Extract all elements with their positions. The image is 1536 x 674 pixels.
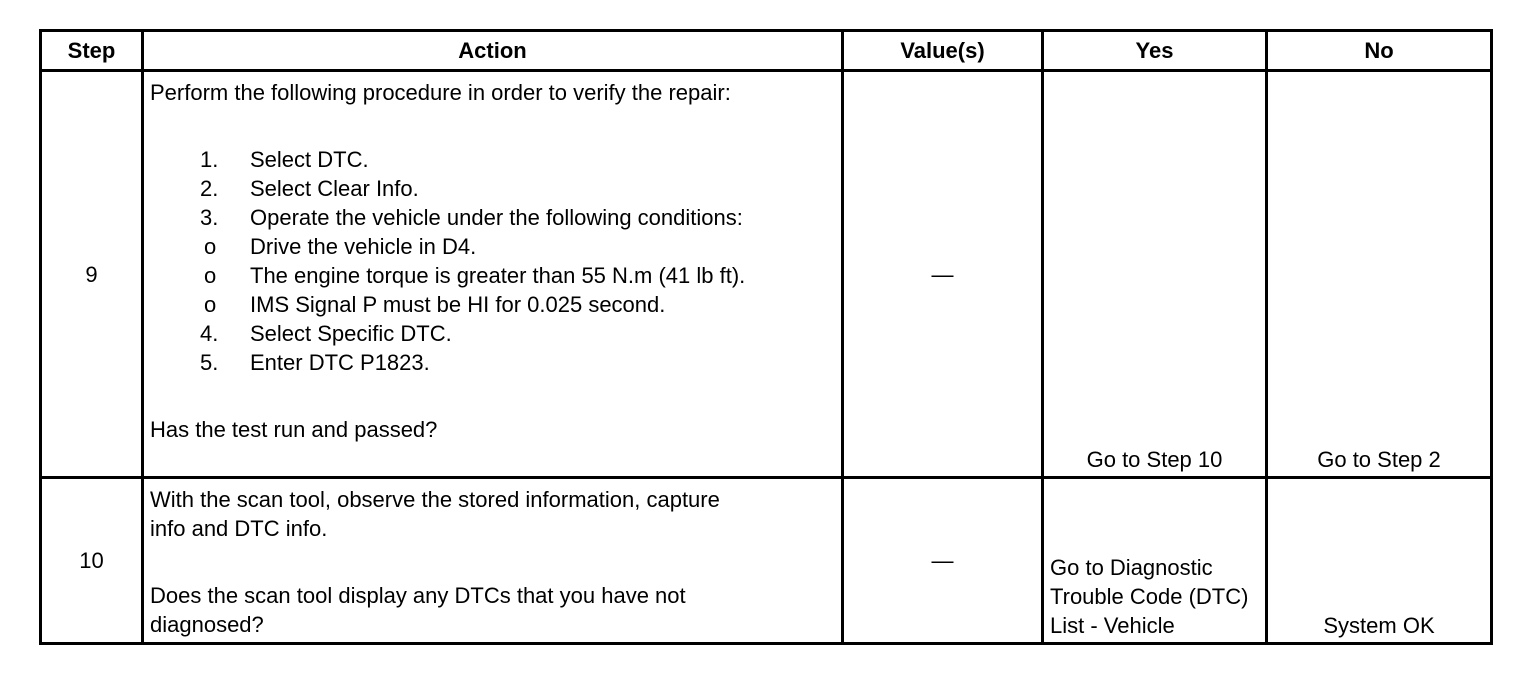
list-item: o The engine torque is greater than 55 N.m (41 lb ft). [204, 263, 746, 288]
yes-cell: Go to Step 10 [1043, 71, 1267, 478]
header-no: No [1267, 31, 1492, 71]
list-item: 3. Operate the vehicle under the following conditions: o Drive the vehicle in D4. o The engine torque is greater than 55 N.m (41 lb ft). o IMS Signal P must be HI for 0.025 second. [150, 203, 835, 319]
header-step: Step [41, 31, 143, 71]
list-item: 5. Enter DTC P1823. [200, 350, 430, 375]
action-question: Has the test run and passed? [150, 417, 438, 442]
diagnostic-table [39, 29, 1493, 645]
no-cell: System OK [1267, 478, 1492, 644]
header-action: Action [143, 31, 843, 71]
list-item: 4. Select Specific DTC. [200, 321, 452, 346]
list-item: o IMS Signal P must be HI for 0.025 second. [204, 292, 666, 317]
list-item: o Drive the vehicle in D4. [204, 234, 477, 259]
value-cell: — [843, 478, 1043, 644]
procedure-list [150, 145, 835, 377]
header-yes: Yes [1043, 31, 1267, 71]
yes-cell: Go to Diagnostic Trouble Code (DTC) List - Vehicle [1043, 478, 1267, 644]
list-item: 2. Select Clear Info. [200, 176, 419, 201]
list-item: 1. Select DTC. [200, 147, 369, 172]
conditions-list [150, 232, 835, 319]
action-intro: Perform the following procedure in order to verify the repair: [150, 80, 731, 105]
action-question: Does the scan tool display any DTCs that you have not diagnosed? [150, 583, 686, 637]
action-cell [143, 71, 843, 478]
step-number: 10 [41, 478, 143, 644]
action-intro: With the scan tool, observe the stored information, capture info and DTC info. [150, 487, 720, 541]
no-cell: Go to Step 2 [1267, 71, 1492, 478]
table-row [41, 71, 1492, 478]
action-cell [143, 478, 843, 644]
header-row [41, 31, 1492, 71]
step-number: 9 [41, 71, 143, 478]
header-values: Value(s) [843, 31, 1043, 71]
value-cell: — [843, 71, 1043, 478]
table-row [41, 478, 1492, 644]
